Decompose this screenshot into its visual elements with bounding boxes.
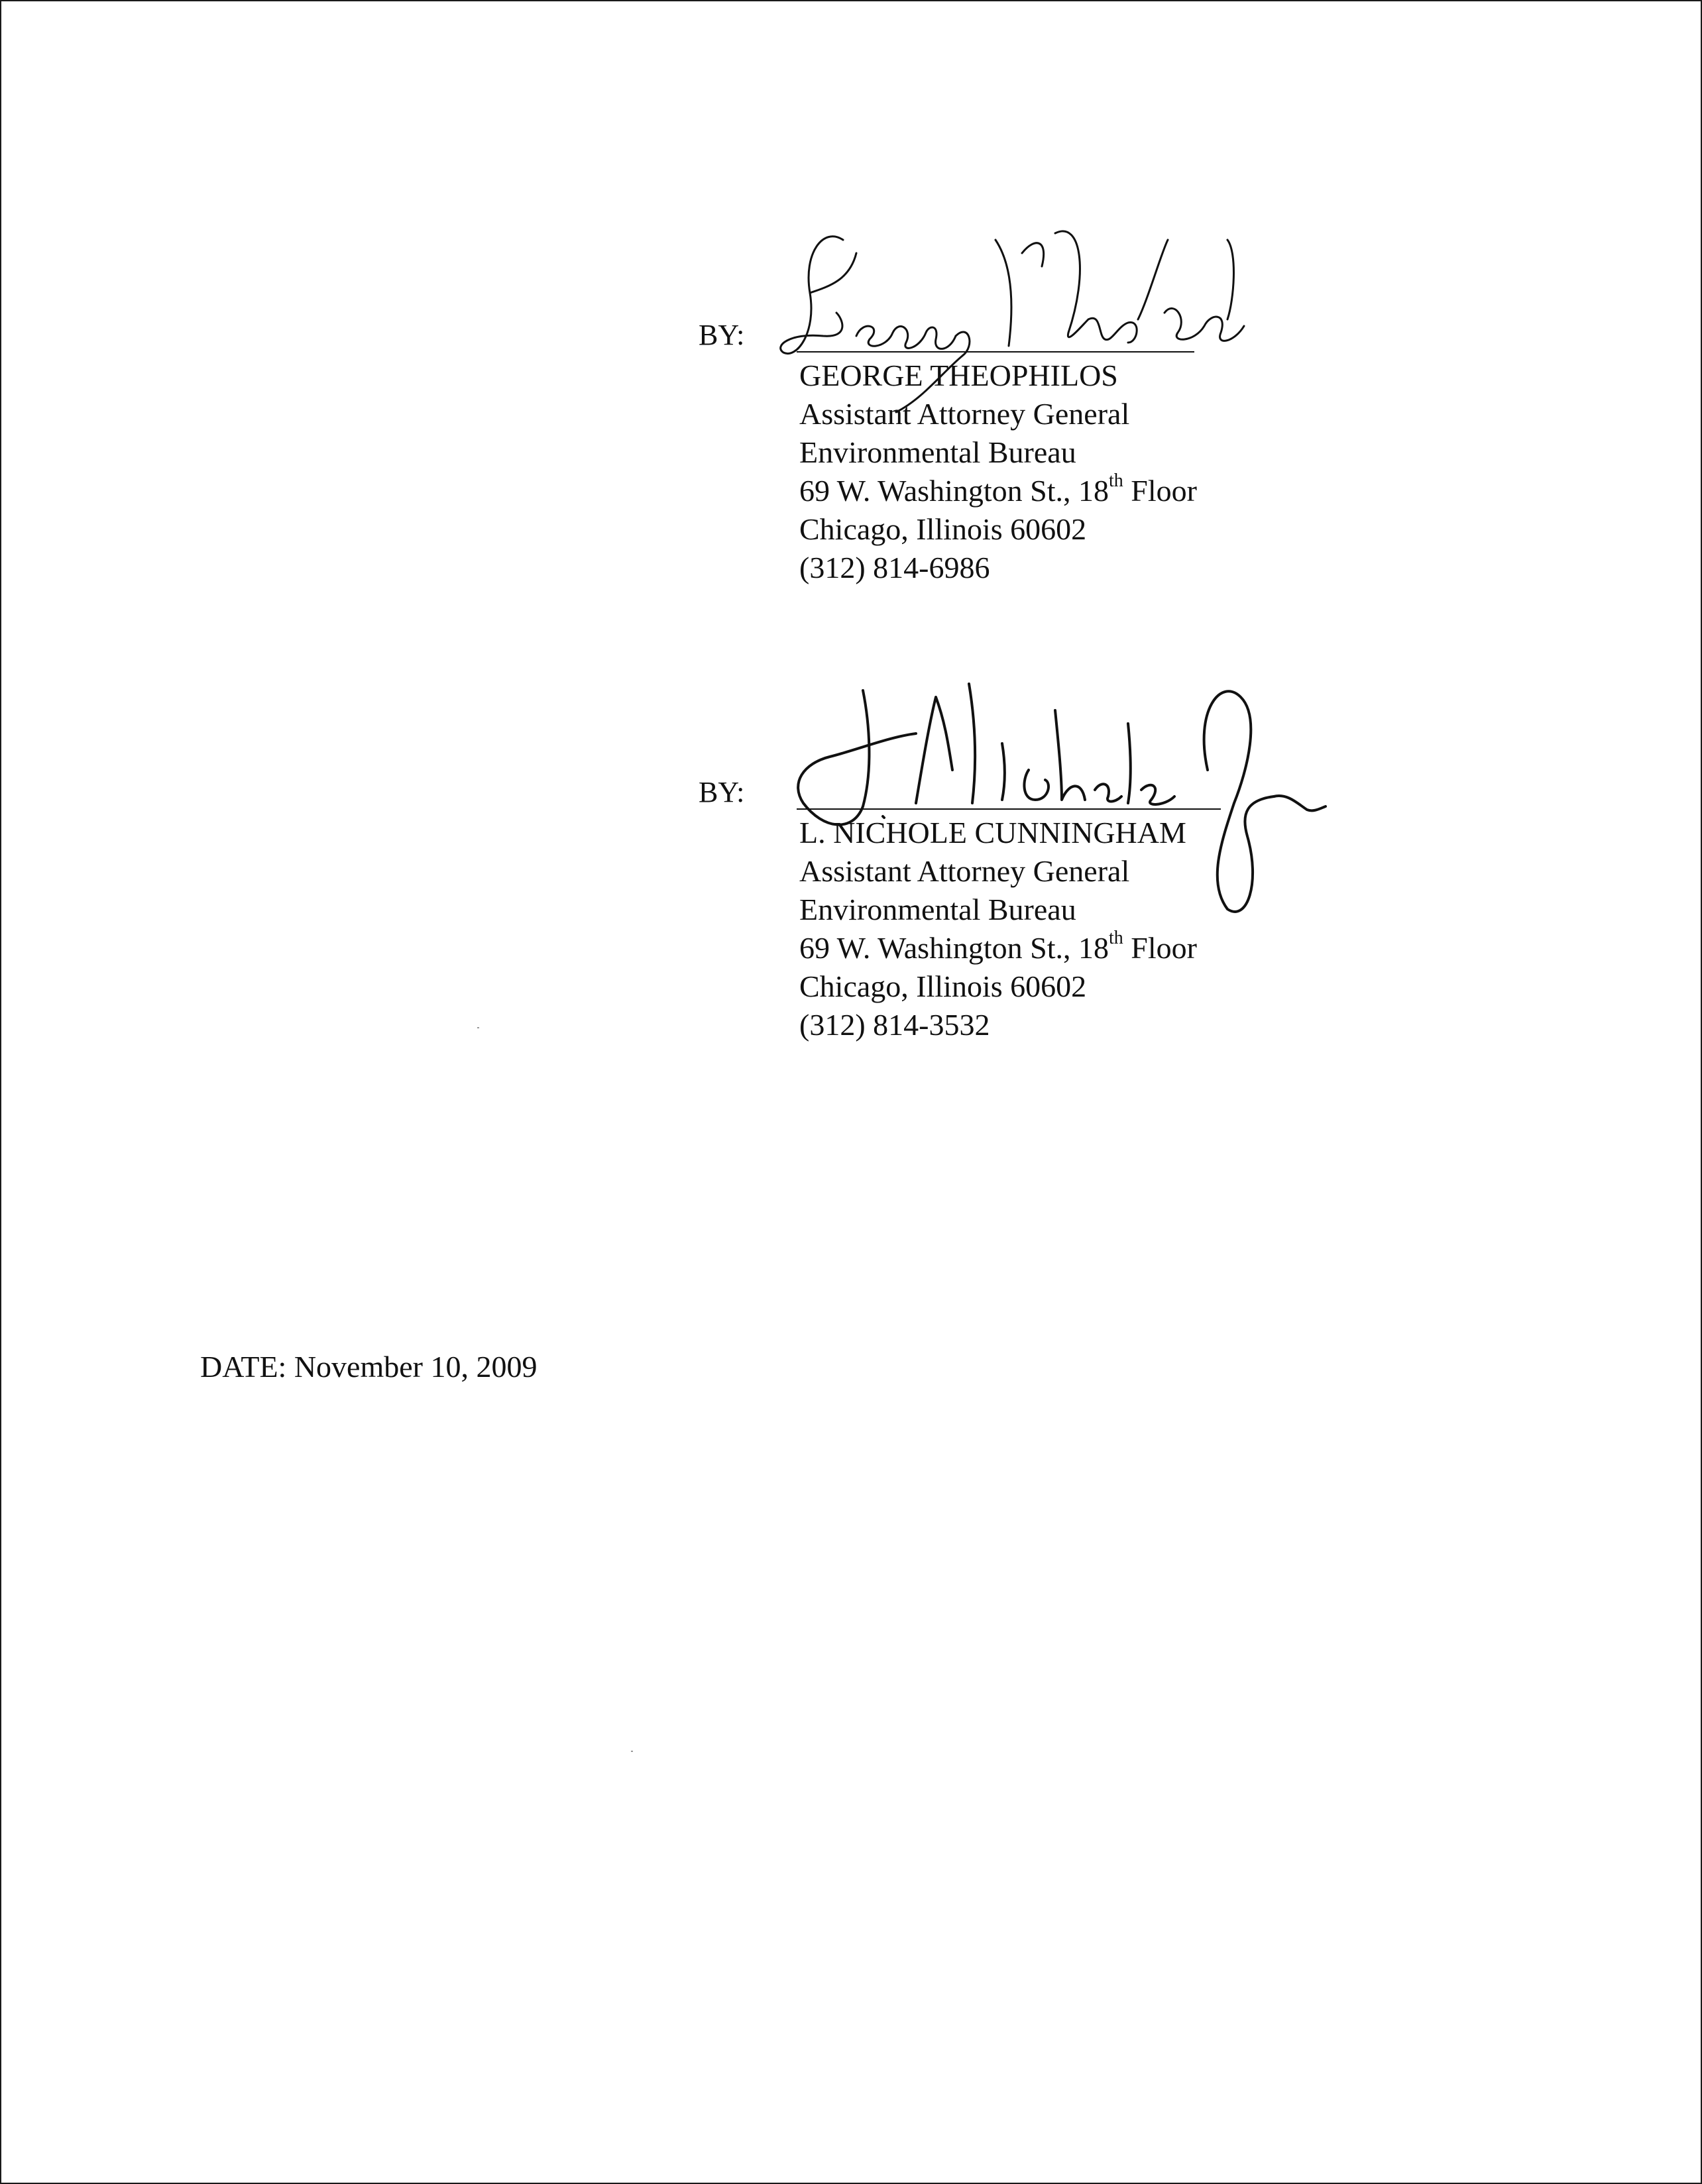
by-label: BY:	[699, 319, 745, 351]
signer-title: Assistant Attorney General	[799, 854, 1130, 888]
signer-details-2	[799, 814, 1197, 1044]
date-line: DATE: November 10, 2009	[200, 1350, 538, 1384]
signer-phone: (312) 814-3532	[799, 1008, 990, 1042]
signer-city: Chicago, Illinois 60602	[799, 969, 1087, 1003]
signer-name: GEORGE THEOPHILOS	[799, 358, 1118, 392]
signer-city: Chicago, Illinois 60602	[799, 512, 1087, 546]
signer-details-1	[799, 356, 1197, 587]
by-label: BY:	[699, 776, 745, 808]
scan-speck	[631, 1751, 633, 1752]
signer-bureau: Environmental Bureau	[799, 435, 1076, 469]
signer-address: 69 W. Washington St., 18th Floor	[799, 928, 1197, 965]
signer-bureau: Environmental Bureau	[799, 893, 1076, 926]
signer-address: 69 W. Washington St., 18th Floor	[799, 470, 1197, 508]
signer-title: Assistant Attorney General	[799, 397, 1130, 431]
signer-phone: (312) 814-6986	[799, 551, 990, 584]
signer-name: L. NICHOLE CUNNINGHAM	[799, 816, 1186, 849]
scan-speck	[477, 1027, 479, 1028]
